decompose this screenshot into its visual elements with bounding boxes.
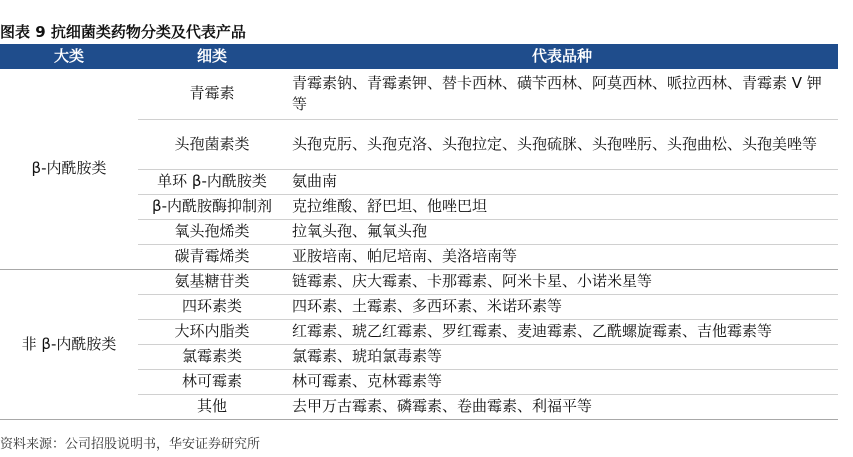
source-note: 资料来源：公司招股说明书，华安证券研究所	[0, 437, 261, 452]
subclass-cell: 头孢菌素类	[138, 119, 286, 169]
products-cell: 红霉素、琥乙红霉素、罗红霉素、麦迪霉素、乙酰螺旋霉素、吉他霉素等	[286, 319, 838, 344]
major-class-cell: 非 β-内酰胺类	[0, 269, 138, 419]
products-cell: 林可霉素、克林霉素等	[286, 369, 838, 394]
products-cell: 克拉维酸、舒巴坦、他唑巴坦	[286, 194, 838, 219]
header-representative-products: 代表品种	[286, 44, 838, 69]
major-class-cell: β-内酰胺类	[0, 69, 138, 269]
subclass-cell: 青霉素	[138, 69, 286, 119]
subclass-cell: 氧头孢烯类	[138, 219, 286, 244]
products-cell: 氨曲南	[286, 169, 838, 194]
products-cell: 青霉素钠、青霉素钾、替卡西林、磺苄西林、阿莫西林、哌拉西林、青霉素 V 钾等	[286, 69, 838, 119]
subclass-cell: 林可霉素	[138, 369, 286, 394]
antibacterial-drug-table	[0, 44, 838, 420]
products-cell: 亚胺培南、帕尼培南、美洛培南等	[286, 244, 838, 269]
products-cell: 拉氧头孢、氟氧头孢	[286, 219, 838, 244]
table-row	[0, 269, 838, 294]
subclass-cell: 氨基糖苷类	[138, 269, 286, 294]
products-cell: 去甲万古霉素、磷霉素、卷曲霉素、利福平等	[286, 394, 838, 419]
products-cell: 链霉素、庆大霉素、卡那霉素、阿米卡星、小诺米星等	[286, 269, 838, 294]
figure-title: 图表 9 抗细菌类药物分类及代表产品	[0, 23, 246, 41]
products-cell: 氯霉素、琥珀氯毒素等	[286, 344, 838, 369]
table-header-row	[0, 44, 838, 69]
subclass-cell: β-内酰胺酶抑制剂	[138, 194, 286, 219]
subclass-cell: 其他	[138, 394, 286, 419]
products-cell: 头孢克肟、头孢克洛、头孢拉定、头孢硫脒、头孢唑肟、头孢曲松、头孢美唑等	[286, 119, 838, 169]
table-row	[0, 69, 838, 119]
products-cell: 四环素、土霉素、多西环素、米诺环素等	[286, 294, 838, 319]
subclass-cell: 大环内脂类	[138, 319, 286, 344]
header-major-class: 大类	[0, 44, 138, 69]
subclass-cell: 单环 β-内酰胺类	[138, 169, 286, 194]
subclass-cell: 氯霉素类	[138, 344, 286, 369]
subclass-cell: 碳青霉烯类	[138, 244, 286, 269]
subclass-cell: 四环素类	[138, 294, 286, 319]
header-subclass: 细类	[138, 44, 286, 69]
